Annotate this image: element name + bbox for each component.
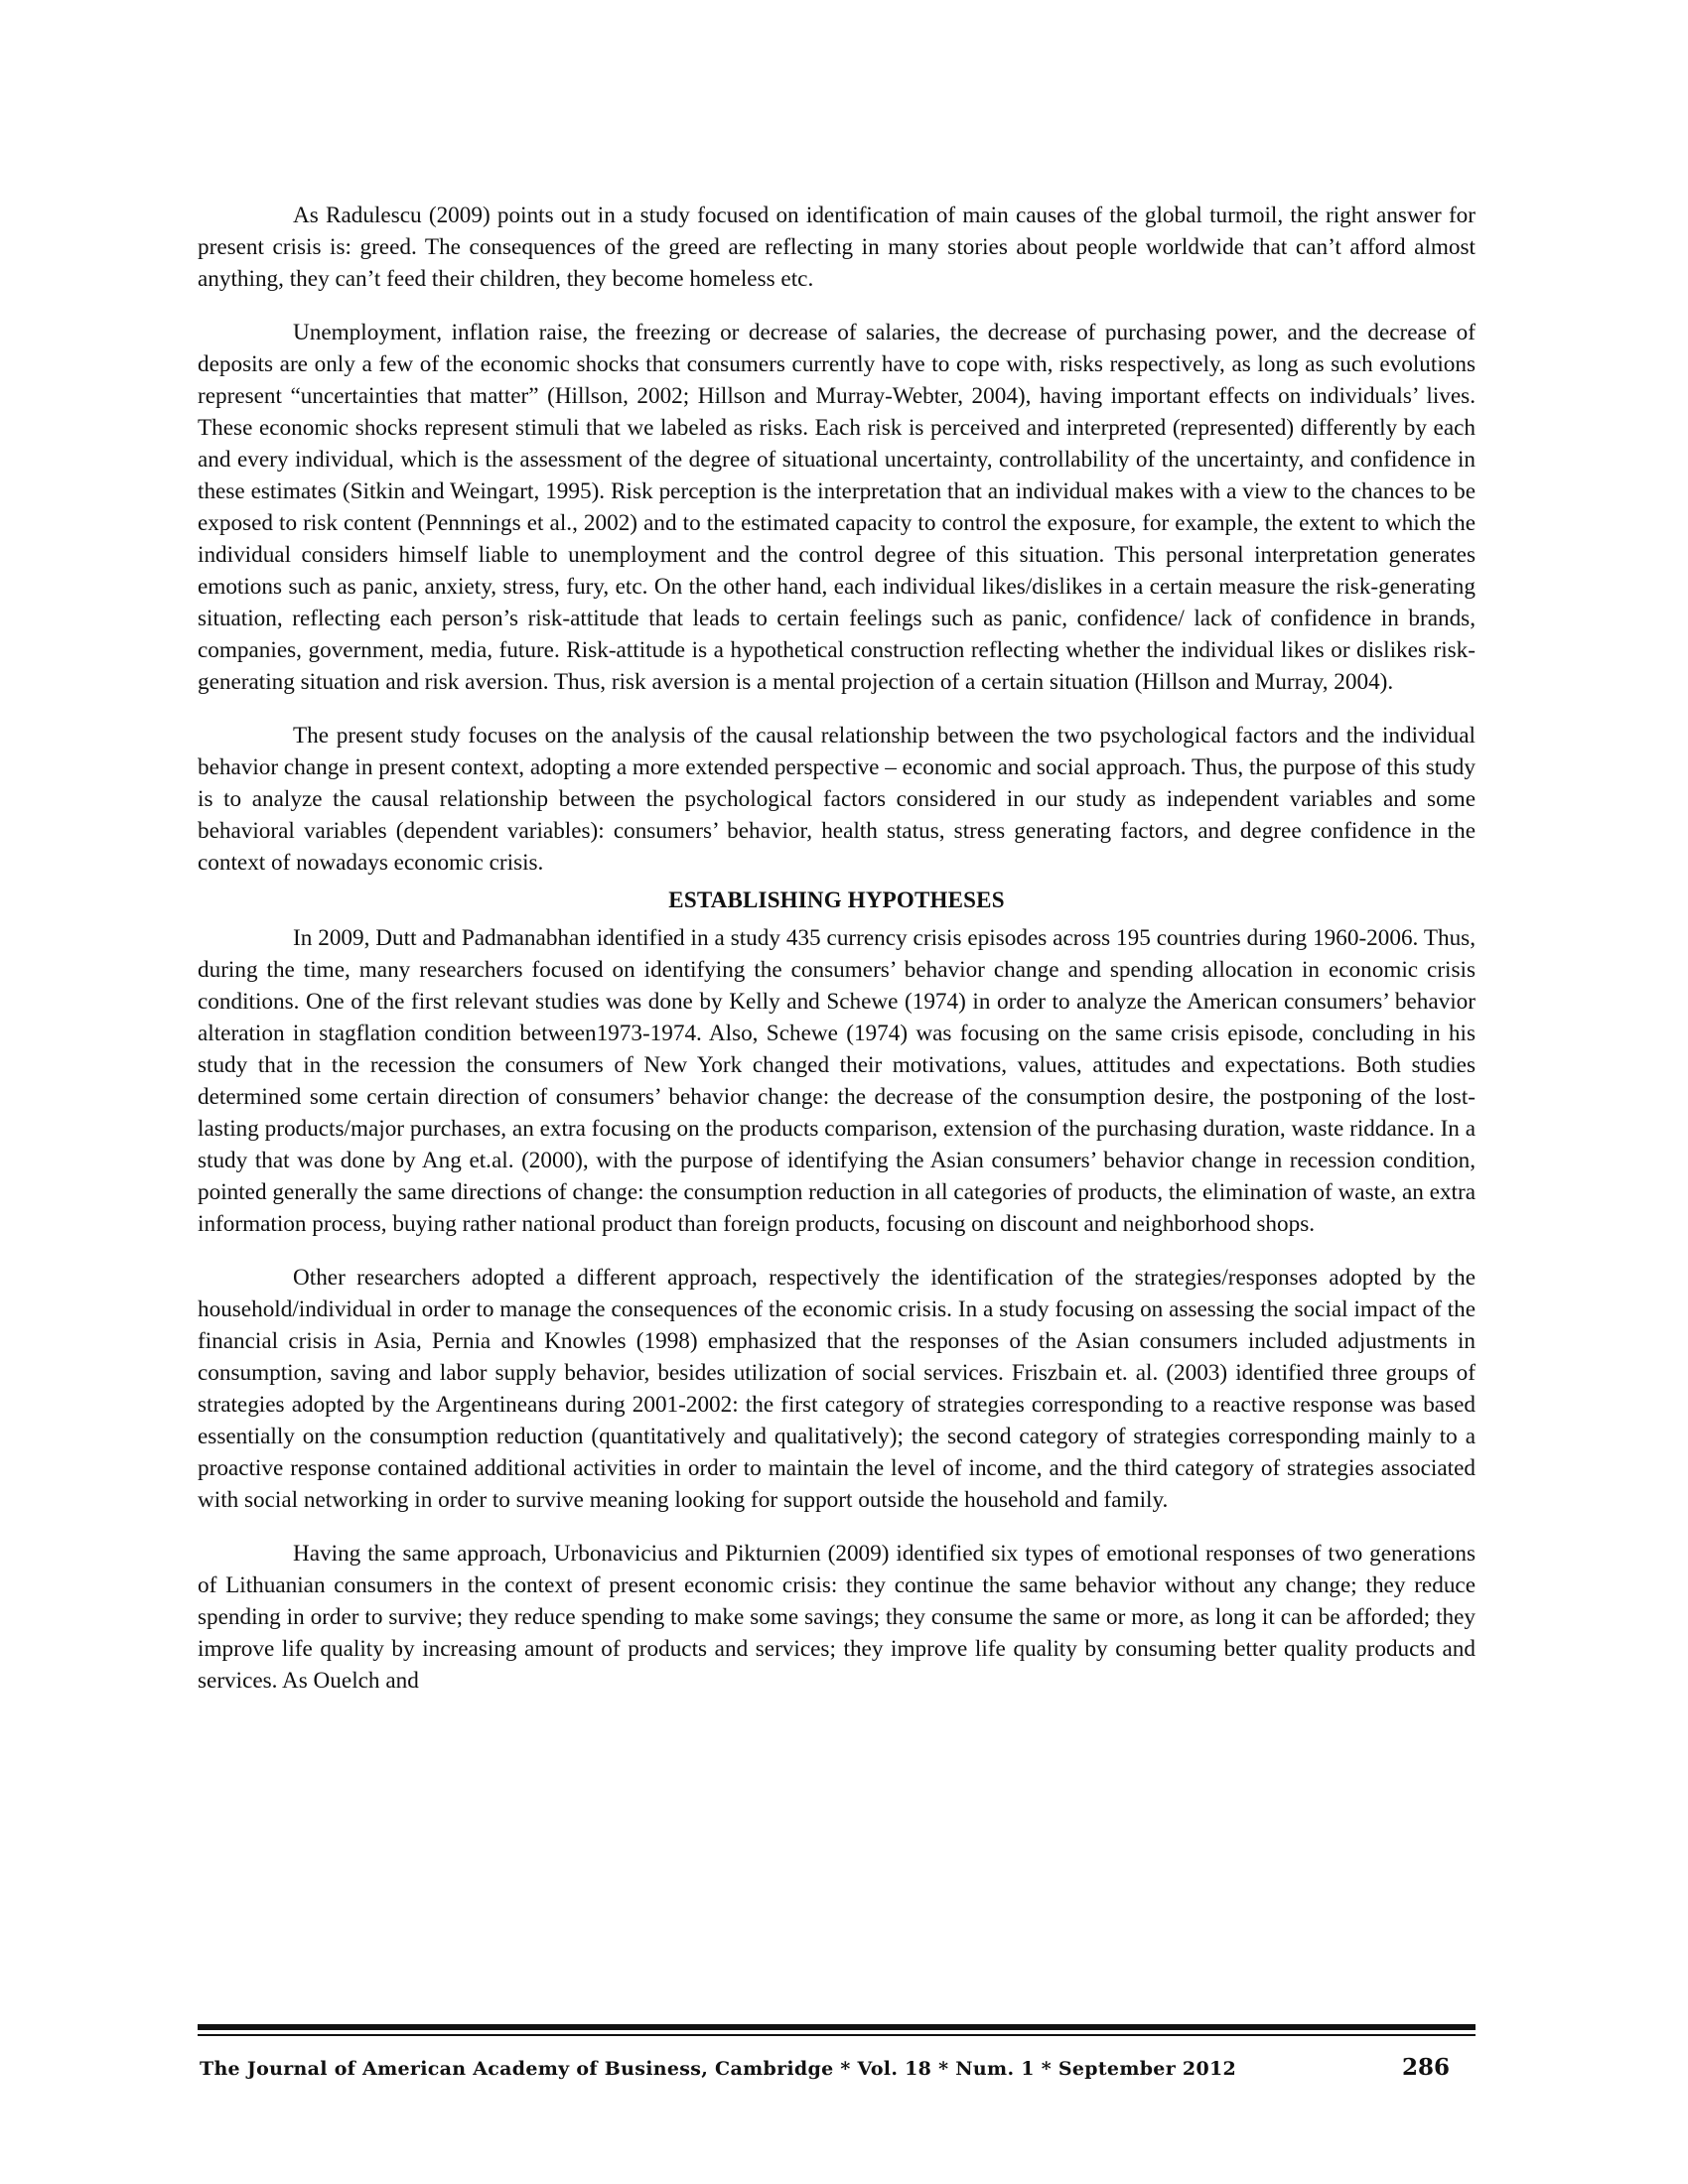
footer-rule	[198, 2024, 1476, 2030]
footer-rule-thin	[198, 2034, 1476, 2036]
paragraph: In 2009, Dutt and Padmanabhan identified in a study 435 currency crisis episodes across 195 countries during 1960-2006. Thus, during the time, many researchers focused on identifying the consumers’ behavior change and spending allocation in economic crisis conditions. One of the first relevant studies was done by Kelly and Schewe (1974) in order to analyze the American consumers’ behavior alteration in stagflation condition between1973-1974. Also, Schewe (1974) was focusing on the same crisis episode, concluding in his study that in the recession the consumers of New York changed their motivations, values, attitudes and expectations. Both studies determined some certain direction of consumers’ behavior change: the decrease of the consumption desire, the postponing of the lost-lasting products/major purchases, an extra focusing on the products comparison, extension of the purchasing duration, waste riddance. In a study that was done by Ang et.al. (2000), with the purpose of identifying the Asian consumers’ behavior change in recession condition, pointed generally the same directions of change: the consumption reduction in all categories of products, the elimination of waste, an extra information process, buying rather national product than foreign products, focusing on discount and neighborhood shops.	[198, 925, 1476, 1237]
page-footer	[198, 2050, 1476, 2090]
page-number: 286	[1401, 2054, 1450, 2081]
paragraph: Unemployment, inflation raise, the freezing or decrease of salaries, the decrease of purchasing power, and the decrease of deposits are only a few of the economic shocks that consumers currently have to cope with, risks respectively, as long as such evolutions represent “uncertainties that matter” (Hillson, 2002; Hillson and Murray-Webter, 2004), having important effects on individuals’ lives. These economic shocks represent stimuli that we labeled as risks. Each risk is perceived and interpreted (represented) differently by each and every individual, which is the assessment of the degree of situational uncertainty, controllability of the uncertainty, and confidence in these estimates (Sitkin and Weingart, 1995). Risk perception is the interpretation that an individual makes with a view to the chances to be exposed to risk content (Pennnings et al., 2002) and to the estimated capacity to control the exposure, for example, the extent to which the individual considers himself liable to unemployment and the control degree of this situation. This personal interpretation generates emotions such as panic, anxiety, stress, fury, etc. On the other hand, each individual likes/dislikes in a certain measure the risk-generating situation, reflecting each person’s risk-attitude that leads to certain feelings such as panic, confidence/ lack of confidence in brands, companies, government, media, future. Risk-attitude is a hypothetical construction reflecting whether the individual likes or dislikes risk-generating situation and risk aversion. Thus, risk aversion is a mental projection of a certain situation (Hillson and Murray, 2004).	[198, 320, 1476, 695]
paragraph: Having the same approach, Urbonavicius and Pikturnien (2009) identified six types of emotional responses of two generations of Lithuanian consumers in the context of present economic crisis: they continue the same behavior without any change; they reduce spending in order to survive; they reduce spending to make some savings; they consume the same or more, as long it can be afforded; they improve life quality by increasing amount of products and services; they improve life quality by consuming better quality products and services. As Ouelch and	[198, 1541, 1476, 1694]
section-heading: ESTABLISHING HYPOTHESES	[668, 887, 1005, 912]
footer-journal-citation: The Journal of American Academy of Business, Cambridge * Vol. 18 * Num. 1 * September 2012	[200, 2058, 1236, 2080]
paragraph: Other researchers adopted a different approach, respectively the identification of the strategies/responses adopted by the household/individual in order to manage the consequences of the economic crisis. In a study focusing on assessing the social impact of the financial crisis in Asia, Pernia and Knowles (1998) emphasized that the responses of the Asian consumers included adjustments in consumption, saving and labor supply behavior, besides utilization of social services. Friszbain et. al. (2003) identified three groups of strategies adopted by the Argentineans during 2001-2002: the first category of strategies corresponding to a reactive response was based essentially on the consumption reduction (quantitatively and qualitatively); the second category of strategies corresponding mainly to a proactive response contained additional activities in order to maintain the level of income, and the third category of strategies associated with social networking in order to survive meaning looking for support outside the household and family.	[198, 1265, 1476, 1513]
paragraph: As Radulescu (2009) points out in a study focused on identification of main causes of the global turmoil, the right answer for present crisis is: greed. The consequences of the greed are reflecting in many stories about people worldwide that can’t afford almost anything, they can’t feed their children, they become homeless etc.	[198, 203, 1476, 292]
body-text	[198, 200, 1476, 1718]
paragraph: The present study focuses on the analysis of the causal relationship between the two psychological factors and the individual behavior change in present context, adopting a more extended perspective – economic and social approach. Thus, the purpose of this study is to analyze the causal relationship between the psychological factors considered in our study as independent variables and some behavioral variables (dependent variables): consumers’ behavior, health status, stress generating factors, and degree confidence in the context of nowadays economic crisis.	[198, 723, 1476, 876]
